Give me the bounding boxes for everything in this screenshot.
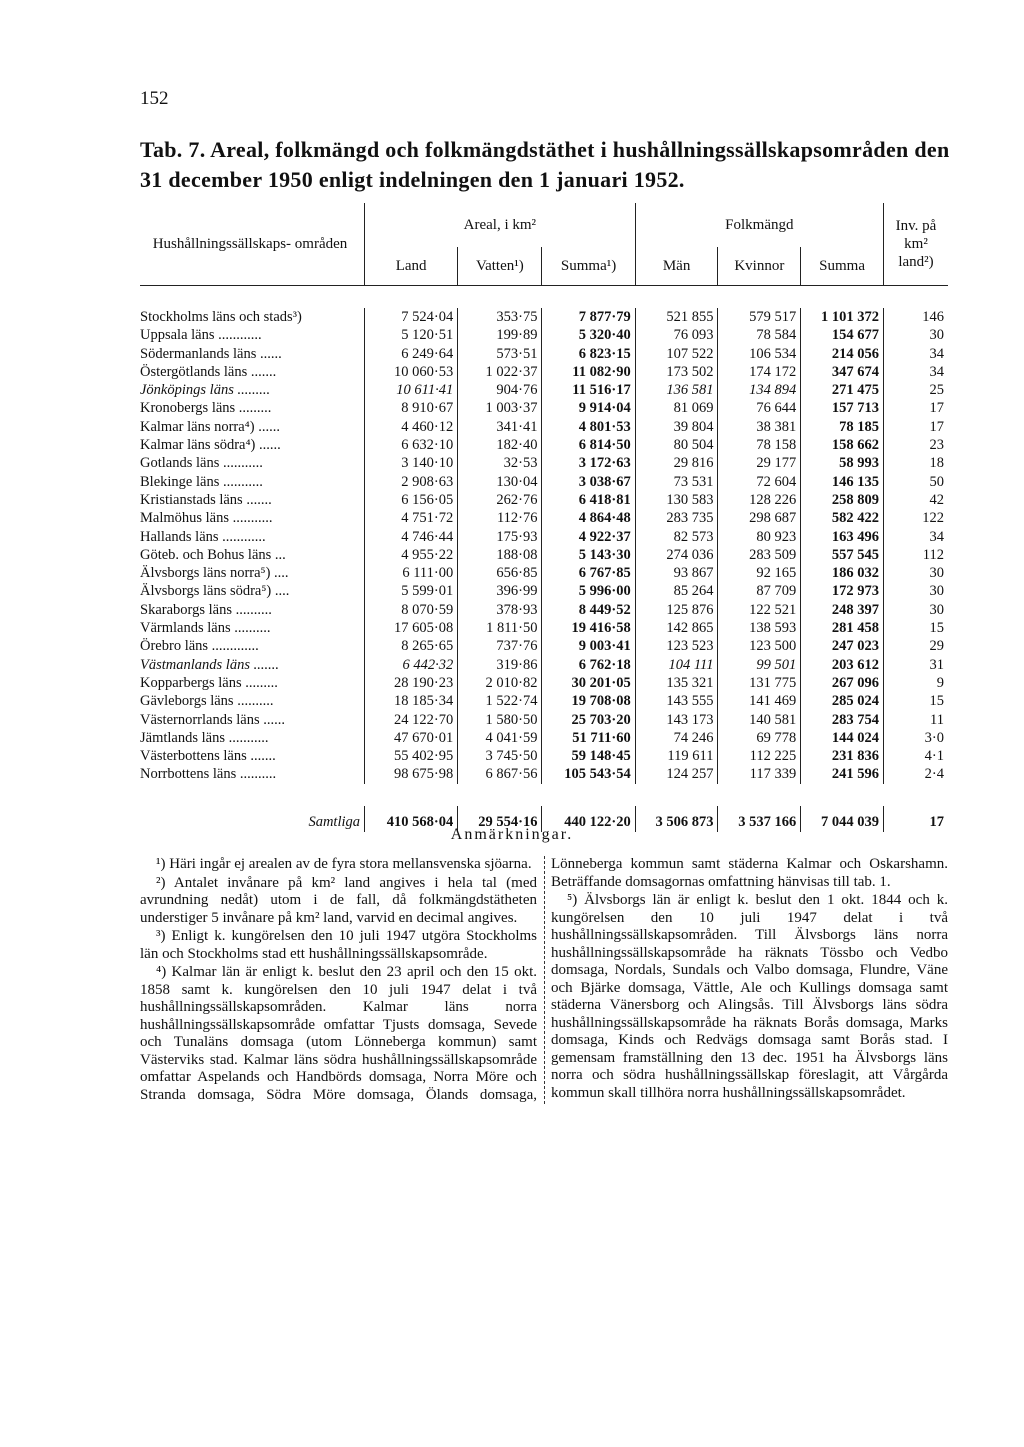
region-name: Jämtlands läns ...........	[140, 729, 269, 746]
cell-land: 3 140·10	[365, 454, 458, 472]
cell-man: 85 264	[635, 582, 718, 600]
cell-land: 10 611·41	[365, 381, 458, 399]
cell-summa-folk: 281 458	[801, 619, 884, 637]
cell-man: 521 855	[635, 308, 718, 326]
total-vatten: 29 554·16	[458, 806, 542, 832]
table-row	[140, 381, 948, 399]
cell-summa-folk: 241 596	[801, 765, 884, 783]
cell-kvinnor: 140 581	[718, 711, 801, 729]
cell-density: 30	[884, 601, 949, 619]
cell-summa-folk: 248 397	[801, 601, 884, 619]
cell-vatten: 573·51	[458, 345, 542, 363]
cell-man: 76 093	[635, 326, 718, 344]
cell-vatten: 1 022·37	[458, 363, 542, 381]
cell-man: 82 573	[635, 528, 718, 546]
cell-density: 146	[884, 308, 949, 326]
cell-land: 4 955·22	[365, 546, 458, 564]
total-land: 410 568·04	[365, 806, 458, 832]
table-row	[140, 454, 948, 472]
cell-vatten: 3 745·50	[458, 747, 542, 765]
region-name: Östergötlands läns .......	[140, 363, 277, 380]
cell-summa-folk: 154 677	[801, 326, 884, 344]
region-name: Älvsborgs läns södra⁵) ....	[140, 583, 290, 600]
cell-summa-areal: 9 003·41	[542, 637, 635, 655]
cell-density: 30	[884, 582, 949, 600]
cell-density: 34	[884, 345, 949, 363]
cell-kvinnor: 78 158	[718, 436, 801, 454]
region-name: Västerbottens läns .......	[140, 748, 276, 765]
cell-kvinnor: 131 775	[718, 674, 801, 692]
cell-man: 143 173	[635, 711, 718, 729]
region-name: Uppsala läns ............	[140, 327, 262, 344]
cell-summa-folk: 172 973	[801, 582, 884, 600]
cell-vatten: 1 003·37	[458, 399, 542, 417]
cell-summa-areal: 19 708·08	[542, 692, 635, 710]
cell-summa-folk: 203 612	[801, 656, 884, 674]
cell-man: 73 531	[635, 473, 718, 491]
cell-density: 2·4	[884, 765, 949, 783]
cell-land: 10 060·53	[365, 363, 458, 381]
cell-man: 124 257	[635, 765, 718, 783]
cell-summa-areal: 3 172·63	[542, 454, 635, 472]
cell-density: 30	[884, 326, 949, 344]
cell-vatten: 199·89	[458, 326, 542, 344]
cell-man: 29 816	[635, 454, 718, 472]
cell-summa-folk: 1 101 372	[801, 308, 884, 326]
header-kvinnor: Kvinnor	[718, 247, 801, 286]
region-name: Hallands läns ............	[140, 528, 266, 545]
table-row	[140, 747, 948, 765]
cell-land: 98 675·98	[365, 765, 458, 783]
cell-land: 6 156·05	[365, 491, 458, 509]
cell-kvinnor: 76 644	[718, 399, 801, 417]
region-name: Stockholms läns och stads³)	[140, 309, 302, 325]
region-name: Västmanlands läns .......	[140, 656, 279, 673]
cell-summa-folk: 146 135	[801, 473, 884, 491]
notes	[140, 856, 948, 1104]
table-row	[140, 326, 948, 344]
cell-density: 34	[884, 363, 949, 381]
cell-summa-areal: 6 762·18	[542, 656, 635, 674]
cell-land: 6 632·10	[365, 436, 458, 454]
cell-land: 24 122·70	[365, 711, 458, 729]
cell-vatten: 130·04	[458, 473, 542, 491]
header-summa-folk: Summa	[801, 247, 884, 286]
cell-man: 136 581	[635, 381, 718, 399]
cell-summa-areal: 3 038·67	[542, 473, 635, 491]
note-item: ³) Enligt k. kungörelsen den 10 juli 1947 utgöra Stockholms län och Stockholms stad ett hushållningssällskapsområde.	[140, 928, 537, 962]
header-man: Män	[635, 247, 718, 286]
cell-density: 17	[884, 418, 949, 436]
notes-title: Anmärkningar.	[450, 826, 574, 843]
cell-land: 6 249·64	[365, 345, 458, 363]
region-name: Gotlands läns ...........	[140, 455, 263, 472]
cell-man: 135 321	[635, 674, 718, 692]
cell-land: 55 402·95	[365, 747, 458, 765]
cell-land: 28 190·23	[365, 674, 458, 692]
cell-summa-folk: 285 024	[801, 692, 884, 710]
table-row	[140, 692, 948, 710]
cell-man: 74 246	[635, 729, 718, 747]
cell-kvinnor: 138 593	[718, 619, 801, 637]
table-row	[140, 637, 948, 655]
total-kvinnor: 3 537 166	[718, 806, 801, 832]
cell-summa-areal: 19 416·58	[542, 619, 635, 637]
cell-kvinnor: 92 165	[718, 564, 801, 582]
region-name: Kalmar läns södra⁴) ......	[140, 437, 281, 454]
cell-summa-folk: 58 993	[801, 454, 884, 472]
cell-summa-areal: 5 143·30	[542, 546, 635, 564]
cell-kvinnor: 78 584	[718, 326, 801, 344]
cell-density: 17	[884, 399, 949, 417]
cell-density: 122	[884, 509, 949, 527]
cell-summa-areal: 11 082·90	[542, 363, 635, 381]
cell-summa-folk: 163 496	[801, 528, 884, 546]
cell-man: 143 555	[635, 692, 718, 710]
note-item: ⁴) Kalmar län är enligt k. beslut den 23 april och den 15 okt. 1858 samt k. kungörelsen den 10 juli 1947 delat i två hushållningssällskapsområden. Kalmar läns norra hushållningssällskapsområde omfattar Tjusts domsaga, Sevede och Tunaläns domsaga (utom Lönneberga kommun) samt Västerviks stad. Kalmar läns södra hushållningssällskapsområde omfattar Aspelands och Handbörds domsaga, Norra Möre och Stranda domsaga, Södra Möre domsaga, Ölands domsaga, Lönneberga kommun samt städerna Kalmar och Oskarshamn. Beträffande domsagornas omfattning hänvisas till tab. 1.	[140, 856, 948, 1103]
cell-summa-areal: 9 914·04	[542, 399, 635, 417]
table-row	[140, 656, 948, 674]
cell-summa-folk: 158 662	[801, 436, 884, 454]
header-summa-areal: Summa¹)	[542, 247, 635, 286]
cell-vatten: 2 010·82	[458, 674, 542, 692]
table-row	[140, 473, 948, 491]
cell-vatten: 1 811·50	[458, 619, 542, 637]
cell-summa-areal: 6 767·85	[542, 564, 635, 582]
cell-man: 39 804	[635, 418, 718, 436]
cell-summa-areal: 4 864·48	[542, 509, 635, 527]
cell-vatten: 319·86	[458, 656, 542, 674]
region-name: Skaraborgs läns ..........	[140, 601, 272, 618]
region-name: Blekinge läns ...........	[140, 473, 263, 490]
cell-vatten: 1 580·50	[458, 711, 542, 729]
header-land: Land	[365, 247, 458, 286]
cell-man: 104 111	[635, 656, 718, 674]
note-item: ¹) Häri ingår ej arealen av de fyra stora mellansvenska sjöarna.	[156, 856, 532, 872]
header-areal: Areal, i km²	[365, 203, 636, 247]
cell-summa-folk: 231 836	[801, 747, 884, 765]
cell-vatten: 737·76	[458, 637, 542, 655]
cell-summa-areal: 25 703·20	[542, 711, 635, 729]
table-row	[140, 308, 948, 326]
cell-man: 107 522	[635, 345, 718, 363]
table-row	[140, 509, 948, 527]
cell-density: 25	[884, 381, 949, 399]
cell-kvinnor: 174 172	[718, 363, 801, 381]
cell-summa-folk: 186 032	[801, 564, 884, 582]
cell-summa-areal: 11 516·17	[542, 381, 635, 399]
cell-land: 2 908·63	[365, 473, 458, 491]
note-item: ⁵) Älvsborgs län är enligt k. beslut den 1 okt. 1844 och k. kungörelsen den 10 juli 1947 delat i två hushållningssällskapsområden. Till Älvsborgs läns norra hushållningssällskapsområde ha räknats Tössbo och Vedbo domsaga, Nordals, Sundals och Valbo domsaga, Flundre, Väne och Bjärke domsaga, Vättle, Ale och Kullings domsaga samt städerna Vänersborg och Alingsås. Till Älvsborgs läns södra hushållningssällskapsområde ha räknats Borås domsaga, Marks domsaga, Kinds och Redvägs domsaga samt Borås stad. I gemensam framställning den 13 dec. 1951 ha Älvsborgs läns norra och södra hushållningssällskap föreslagit, att Vårgårda kommun skall tillhöra norra hushållningssällskapsområdet.	[551, 892, 948, 1101]
cell-summa-folk: 144 024	[801, 729, 884, 747]
table-row	[140, 729, 948, 747]
cell-kvinnor: 80 923	[718, 528, 801, 546]
region-name: Kopparbergs läns .........	[140, 674, 278, 691]
cell-summa-areal: 5 320·40	[542, 326, 635, 344]
cell-land: 17 605·08	[365, 619, 458, 637]
cell-summa-folk: 271 475	[801, 381, 884, 399]
table-row	[140, 601, 948, 619]
table-row	[140, 711, 948, 729]
cell-summa-areal: 4 922·37	[542, 528, 635, 546]
region-name: Jönköpings läns .........	[140, 382, 271, 399]
cell-man: 119 611	[635, 747, 718, 765]
region-name: Kronobergs läns .........	[140, 400, 272, 417]
table-row	[140, 582, 948, 600]
table-row	[140, 619, 948, 637]
cell-kvinnor: 29 177	[718, 454, 801, 472]
cell-kvinnor: 38 381	[718, 418, 801, 436]
table-row	[140, 765, 948, 783]
header-density: Inv. på km² land²)	[884, 203, 949, 286]
cell-kvinnor: 123 500	[718, 637, 801, 655]
table-row	[140, 528, 948, 546]
cell-kvinnor: 283 509	[718, 546, 801, 564]
cell-kvinnor: 128 226	[718, 491, 801, 509]
cell-vatten: 32·53	[458, 454, 542, 472]
cell-density: 23	[884, 436, 949, 454]
note-item: ²) Antalet invånare på km² land angives i hela tal (med avrundning nedåt) utom i de fall, då folkmängdstätheten understiger 5 invånare på km² land, varvid en decimal angives.	[140, 874, 537, 926]
cell-summa-areal: 8 449·52	[542, 601, 635, 619]
cell-summa-folk: 557 545	[801, 546, 884, 564]
cell-man: 93 867	[635, 564, 718, 582]
cell-land: 6 442·32	[365, 656, 458, 674]
cell-land: 5 120·51	[365, 326, 458, 344]
cell-vatten: 378·93	[458, 601, 542, 619]
cell-land: 5 599·01	[365, 582, 458, 600]
table-row	[140, 436, 948, 454]
cell-summa-folk: 258 809	[801, 491, 884, 509]
total-summa-folk: 7 044 039	[801, 806, 884, 832]
cell-density: 31	[884, 656, 949, 674]
cell-density: 15	[884, 619, 949, 637]
cell-summa-folk: 283 754	[801, 711, 884, 729]
header-folkmangd: Folkmängd	[635, 203, 883, 247]
region-name: Gävleborgs läns ..........	[140, 693, 274, 710]
cell-vatten: 341·41	[458, 418, 542, 436]
cell-kvinnor: 117 339	[718, 765, 801, 783]
header-vatten: Vatten¹)	[458, 247, 542, 286]
cell-man: 80 504	[635, 436, 718, 454]
cell-summa-areal: 6 823·15	[542, 345, 635, 363]
statistics-table	[140, 203, 948, 832]
cell-summa-areal: 7 877·79	[542, 308, 635, 326]
table-row	[140, 399, 948, 417]
region-name: Malmöhus läns ...........	[140, 510, 273, 527]
table-row	[140, 491, 948, 509]
cell-density: 4·1	[884, 747, 949, 765]
cell-vatten: 656·85	[458, 564, 542, 582]
cell-summa-areal: 59 148·45	[542, 747, 635, 765]
cell-man: 123 523	[635, 637, 718, 655]
cell-density: 29	[884, 637, 949, 655]
cell-vatten: 4 041·59	[458, 729, 542, 747]
cell-vatten: 262·76	[458, 491, 542, 509]
cell-land: 6 111·00	[365, 564, 458, 582]
cell-density: 50	[884, 473, 949, 491]
cell-kvinnor: 298 687	[718, 509, 801, 527]
cell-land: 7 524·04	[365, 308, 458, 326]
cell-summa-areal: 4 801·53	[542, 418, 635, 436]
cell-man: 142 865	[635, 619, 718, 637]
cell-kvinnor: 579 517	[718, 308, 801, 326]
region-name: Värmlands läns ..........	[140, 620, 271, 637]
cell-density: 3·0	[884, 729, 949, 747]
cell-density: 18	[884, 454, 949, 472]
cell-vatten: 1 522·74	[458, 692, 542, 710]
table-row	[140, 418, 948, 436]
cell-density: 11	[884, 711, 949, 729]
table-row	[140, 363, 948, 381]
header-region: Hushållningssällskaps- områden	[152, 235, 348, 252]
total-label: Samtliga	[308, 814, 360, 831]
table-row	[140, 564, 948, 582]
cell-density: 30	[884, 564, 949, 582]
cell-kvinnor: 112 225	[718, 747, 801, 765]
total-density: 17	[884, 806, 949, 832]
cell-vatten: 182·40	[458, 436, 542, 454]
cell-vatten: 353·75	[458, 308, 542, 326]
cell-density: 9	[884, 674, 949, 692]
table-row	[140, 674, 948, 692]
total-man: 3 506 873	[635, 806, 718, 832]
cell-kvinnor: 134 894	[718, 381, 801, 399]
cell-kvinnor: 99 501	[718, 656, 801, 674]
cell-vatten: 396·99	[458, 582, 542, 600]
table-row	[140, 345, 948, 363]
cell-man: 283 735	[635, 509, 718, 527]
table-row	[140, 546, 948, 564]
cell-land: 4 746·44	[365, 528, 458, 546]
cell-kvinnor: 106 534	[718, 345, 801, 363]
cell-land: 8 070·59	[365, 601, 458, 619]
cell-man: 274 036	[635, 546, 718, 564]
region-name: Kalmar läns norra⁴) ......	[140, 418, 280, 435]
cell-vatten: 112·76	[458, 509, 542, 527]
cell-land: 4 751·72	[365, 509, 458, 527]
cell-man: 81 069	[635, 399, 718, 417]
cell-kvinnor: 141 469	[718, 692, 801, 710]
cell-summa-areal: 51 711·60	[542, 729, 635, 747]
cell-land: 47 670·01	[365, 729, 458, 747]
cell-summa-areal: 5 996·00	[542, 582, 635, 600]
cell-man: 173 502	[635, 363, 718, 381]
cell-summa-folk: 347 674	[801, 363, 884, 381]
region-name: Södermanlands läns ......	[140, 345, 282, 362]
cell-summa-folk: 78 185	[801, 418, 884, 436]
region-name: Örebro läns .............	[140, 638, 259, 655]
page-number: 152	[140, 88, 169, 109]
cell-density: 34	[884, 528, 949, 546]
cell-summa-folk: 267 096	[801, 674, 884, 692]
cell-summa-folk: 247 023	[801, 637, 884, 655]
cell-kvinnor: 87 709	[718, 582, 801, 600]
region-name: Älvsborgs läns norra⁵) ....	[140, 565, 289, 582]
cell-kvinnor: 122 521	[718, 601, 801, 619]
region-name: Norrbottens läns ..........	[140, 766, 277, 783]
cell-summa-areal: 30 201·05	[542, 674, 635, 692]
cell-land: 18 185·34	[365, 692, 458, 710]
cell-land: 4 460·12	[365, 418, 458, 436]
cell-land: 8 910·67	[365, 399, 458, 417]
cell-man: 130 583	[635, 491, 718, 509]
region-name: Göteb. och Bohus läns ...	[140, 546, 286, 563]
table-title: Tab. 7. Areal, folkmängd och folkmängdstäthet i hushållningssällskapsområden den 31 december 1950 enligt indelningen den 1 januari 1952.	[140, 137, 950, 192]
region-name: Kristianstads läns .......	[140, 491, 272, 508]
cell-summa-folk: 214 056	[801, 345, 884, 363]
cell-man: 125 876	[635, 601, 718, 619]
cell-vatten: 6 867·56	[458, 765, 542, 783]
cell-summa-areal: 6 418·81	[542, 491, 635, 509]
cell-density: 15	[884, 692, 949, 710]
cell-density: 112	[884, 546, 949, 564]
cell-vatten: 904·76	[458, 381, 542, 399]
cell-kvinnor: 69 778	[718, 729, 801, 747]
cell-land: 8 265·65	[365, 637, 458, 655]
cell-summa-areal: 6 814·50	[542, 436, 635, 454]
cell-kvinnor: 72 604	[718, 473, 801, 491]
cell-summa-folk: 157 713	[801, 399, 884, 417]
cell-density: 42	[884, 491, 949, 509]
total-summa-areal: 440 122·20	[542, 806, 635, 832]
cell-vatten: 188·08	[458, 546, 542, 564]
region-name: Västernorrlands läns ......	[140, 711, 285, 728]
cell-vatten: 175·93	[458, 528, 542, 546]
cell-summa-folk: 582 422	[801, 509, 884, 527]
cell-summa-areal: 105 543·54	[542, 765, 635, 783]
